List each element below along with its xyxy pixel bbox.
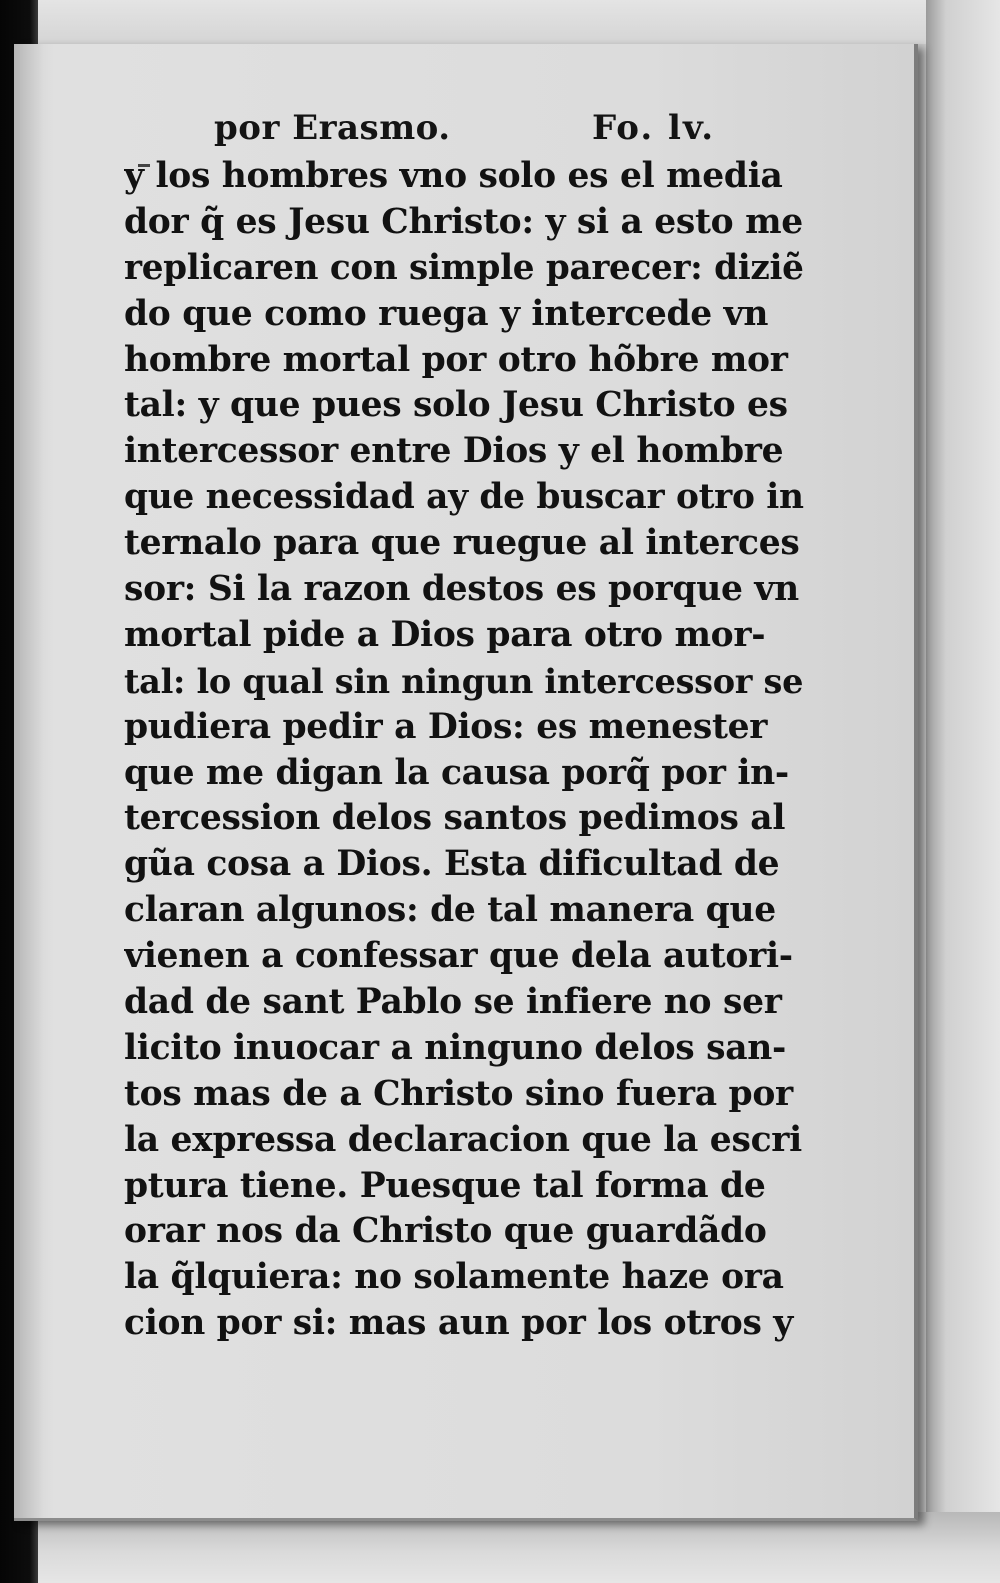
text-line: intercessor entre Dios y el hombre (124, 431, 784, 472)
text-line: tal: y que pues solo Jesu Christo es (124, 385, 788, 426)
text-line: dad de sant Pablo se infiere no ser (124, 982, 782, 1023)
text-line: ternalo para que ruegue al interces (124, 523, 800, 564)
text-line: licito inuocar a ninguno delos san- (124, 1027, 787, 1068)
text-line: mortal pide a Dios para otro mor- (124, 614, 766, 655)
text-line: pudiera pedir a Dios: es menester (124, 706, 768, 747)
book-page (14, 44, 918, 1521)
text-line: sor: Si la razon destos es porque vn (124, 569, 799, 610)
text-line: dor q̃ es Jesu Christo: y si a esto me (124, 201, 803, 242)
text-line: hombre mortal por otro hõbre mor (124, 339, 788, 380)
text-line: vienen a confessar que dela autori- (124, 936, 793, 977)
text-line: replicaren con simple parecer: diziẽ (124, 247, 804, 288)
text-line: orar nos da Christo que guardãdo (124, 1211, 767, 1252)
text-line: la q̃lquiera: no solamente haze ora (124, 1257, 784, 1298)
page-header (214, 106, 754, 150)
text-line: tos mas de a Christo sino fuera por (124, 1073, 793, 1114)
text-line: tercession delos santos pedimos al (124, 798, 786, 839)
text-line: que me digan la causa porq̃ por in- (124, 752, 789, 793)
scan-top-margin (0, 0, 1000, 44)
folio-number: Fo. lv. (592, 108, 716, 148)
body-text (124, 154, 814, 1347)
text-line: claran algunos: de tal manera que (124, 890, 776, 931)
text-line: la expressa declaracion que la escri (124, 1119, 802, 1160)
text-line: que necessidad ay de buscar otro in (124, 477, 804, 518)
text-line: y los hombres vno solo es el media (124, 156, 783, 196)
text-line: ptura tiene. Puesque tal forma de (124, 1165, 766, 1206)
running-title: por Erasmo. (214, 108, 451, 148)
text-line: gũa cosa a Dios. Esta dificultad de (124, 844, 780, 885)
text-line: tal: lo qual sin ningun intercessor se (124, 661, 804, 701)
text-line: cion por si: mas aun por los otros y (124, 1303, 794, 1344)
gutter-shadow (14, 44, 44, 1518)
text-line: do que como ruega y intercede vn (124, 293, 769, 334)
scan-right-margin (926, 0, 1000, 1583)
scan-bottom-margin (38, 1512, 1000, 1583)
